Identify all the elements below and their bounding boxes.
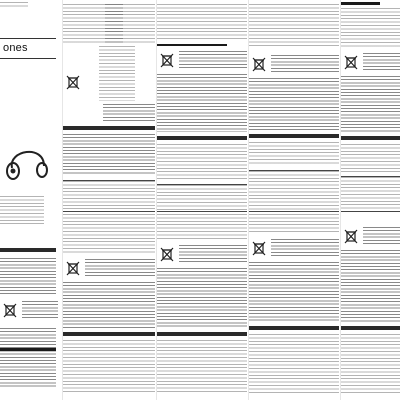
text-block xyxy=(157,214,247,240)
divider xyxy=(0,58,56,59)
spec-table xyxy=(249,170,339,212)
section-band xyxy=(63,126,155,130)
crossed-out-wheeled-bin-icon xyxy=(343,228,359,244)
section-band xyxy=(63,332,155,336)
text-block xyxy=(63,282,155,328)
text-block xyxy=(157,268,247,328)
text-block xyxy=(249,214,339,232)
section-band xyxy=(157,136,247,140)
recycling-notice xyxy=(249,238,339,258)
crossed-out-wheeled-bin-icon xyxy=(65,74,81,90)
text-block xyxy=(63,214,155,254)
cover-title: ones xyxy=(3,42,28,54)
text-block xyxy=(249,78,339,130)
recycling-notice xyxy=(63,258,155,278)
text-block xyxy=(0,328,56,388)
text-block xyxy=(85,259,155,277)
text-block xyxy=(341,144,400,172)
text-block xyxy=(249,4,339,48)
text-block xyxy=(157,74,247,132)
text-block xyxy=(157,340,247,394)
text-block xyxy=(341,8,400,48)
headphones-icon xyxy=(4,140,50,182)
cover-panel xyxy=(0,0,62,400)
text-block xyxy=(22,301,58,319)
crossed-out-wheeled-bin-icon xyxy=(159,52,175,68)
text-block xyxy=(341,334,400,394)
text-panel-2 xyxy=(63,0,155,400)
section-band xyxy=(157,332,247,336)
spec-table xyxy=(341,176,400,212)
text-block xyxy=(249,262,339,322)
text-block xyxy=(0,2,28,9)
section-band xyxy=(341,326,400,330)
crossed-out-wheeled-bin-icon xyxy=(343,54,359,70)
section-band xyxy=(0,348,56,351)
text-block xyxy=(0,196,44,226)
section-band xyxy=(341,136,400,140)
text-block xyxy=(341,250,400,322)
text-block xyxy=(271,55,339,73)
text-block xyxy=(63,340,155,394)
text-panel-4 xyxy=(249,0,339,400)
text-block xyxy=(0,258,56,294)
recycling-notice xyxy=(341,52,400,72)
spec-table xyxy=(63,180,155,212)
text-block xyxy=(157,4,247,40)
text-block xyxy=(63,134,155,174)
text-block xyxy=(179,245,247,263)
divider xyxy=(0,38,56,39)
text-block xyxy=(363,227,400,245)
crossed-out-wheeled-bin-icon xyxy=(65,260,81,276)
text-panel-5 xyxy=(341,0,400,400)
crossed-out-wheeled-bin-icon xyxy=(2,302,18,318)
recycling-notice xyxy=(0,300,62,320)
section-band xyxy=(341,2,380,5)
text-block xyxy=(157,144,247,180)
recycling-notice xyxy=(157,244,247,264)
recycling-notice xyxy=(341,226,400,246)
crossed-out-wheeled-bin-icon xyxy=(251,240,267,256)
crossed-out-wheeled-bin-icon xyxy=(251,56,267,72)
recycling-notice xyxy=(63,72,155,92)
crossed-out-wheeled-bin-icon xyxy=(159,246,175,262)
section-band xyxy=(249,326,339,330)
section-band xyxy=(0,248,56,252)
text-block xyxy=(271,239,339,257)
text-block xyxy=(341,76,400,132)
text-panel-3 xyxy=(157,0,247,400)
text-block xyxy=(179,51,247,69)
spec-table xyxy=(157,184,247,212)
recycling-notice xyxy=(249,54,339,74)
section-band xyxy=(157,44,227,46)
text-block xyxy=(249,142,339,166)
section-band xyxy=(249,134,339,138)
text-block xyxy=(103,104,155,122)
text-block xyxy=(363,53,400,71)
text-block xyxy=(249,334,339,394)
recycling-notice xyxy=(157,50,247,70)
text-block xyxy=(105,4,155,44)
